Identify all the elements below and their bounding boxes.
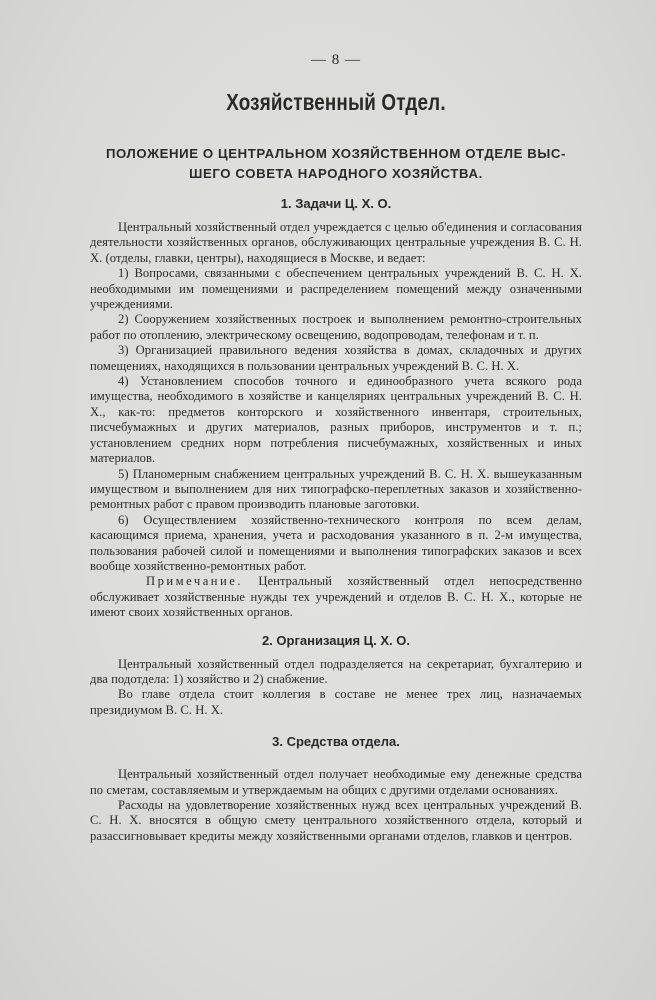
section-3-heading: 3. Средства отдела. xyxy=(272,734,400,750)
note-text: Центральный хозяйственный отдел непосредственно обслуживает хозяйственные нужды тех учреждений и отделов В. С. Н. Х., которые не имеют своих хозяйственных органов. xyxy=(90,574,582,620)
section-1-item-6: 6) Осуществлением хозяйственно-технического контроля по всем делам, касающимся приема, хранения, учета и расходования указанного в п. 2-м имущества, пользования рабочей силой и помещениями и выполнения типографских заказов и всех вообще хозяйственно-ремонтных работ. xyxy=(90,512,582,573)
section-2-heading: 2. Организация Ц. Х. О. xyxy=(261,632,411,648)
note-label: Примечание. xyxy=(146,574,244,589)
section-1-heading: 1. Задачи Ц. Х. О. xyxy=(280,196,392,211)
section-3-paragraph-2: Расходы на удовлетворение хозяйственных нужд всех центральных учреждений В. С. Н. Х. вносятся в общую смету центрального хозяйственного отдела, который и разассигновывает кредиты между хозяйственными органами отделов, главков и центров. xyxy=(90,798,582,843)
section-1-item-2: 2) Сооружением хозяйственных построек и выполнением ремонтно-строительных работ по отоплению, электрическому освещению, водопроводам, телефонам и т. п. xyxy=(90,312,582,342)
page-title: Хозяйственный Отдел. xyxy=(226,89,446,115)
regulation-heading-line-2: ШЕГО СОВЕТА НАРОДНОГО ХОЗЯЙСТВА. xyxy=(189,166,483,181)
section-2-paragraph-2: Во главе отдела стоит коллегия в составе не менее трех лиц, назначаемых президиумом В. С. Н. Х. xyxy=(90,687,582,717)
section-1-item-4: 4) Установлением способов точного и единообразного учета всякого рода имущества, необходимого в хозяйстве и канцеляриях центральных учреждений В. С. Н. Х., как-то: предметов конторского и хозяйственного инвентаря, строительных, писчебумажных и других материалов, разных приборов, инструментов и т. п.; установлением средних норм потребления писчебумажных, хозяйственных и иных материалов. xyxy=(90,374,582,466)
section-1-item-5: 5) Планомерным снабжением центральных учреждений В. С. Н. Х. вышеуказанным имуществом и выполнением для них типографско-переплетных заказов и хозяйственно-ремонтных работ с правом производить плановые заготовки. xyxy=(90,466,582,512)
section-1-item-1: 1) Вопросами, связанными с обеспечением центральных учреждений В. С. Н. Х. необходимыми им помещениями и распределением помещений между означенными учреждениями. xyxy=(90,266,582,312)
regulation-heading-line-1: ПОЛОЖЕНИЕ О ЦЕНТРАЛЬНОМ ХОЗЯЙСТВЕННОМ ОТДЕЛЕ ВЫС- xyxy=(105,146,567,161)
regulation-heading xyxy=(90,144,582,184)
section-1-intro: Центральный хозяйственный отдел учреждается с целью об'единения и согласования деятельности хозяйственных органов, обслуживающих центральные учреждения В. С. Н. Х. (отделы, главки, центры), находящиеся в Москве, и ведает: xyxy=(90,220,582,265)
section-1-note xyxy=(90,574,582,620)
section-3-paragraph-1: Центральный хозяйственный отдел получает необходимые ему денежные средства по сметам, составляемым и утверждаемым на общих с другими отделами основаниях. xyxy=(90,767,582,797)
page-number: — 8 — xyxy=(311,52,361,68)
section-2-paragraph-1: Центральный хозяйственный отдел подразделяется на секретариат, бухгалтерию и два подотдела: 1) хозяйство и 2) снабжение. xyxy=(90,656,582,686)
section-1-item-3: 3) Организацией правильного ведения хозяйства в домах, складочных и других помещениях, находящихся в пользовании центральных учреждений В. С. Н. Х. xyxy=(90,343,582,373)
